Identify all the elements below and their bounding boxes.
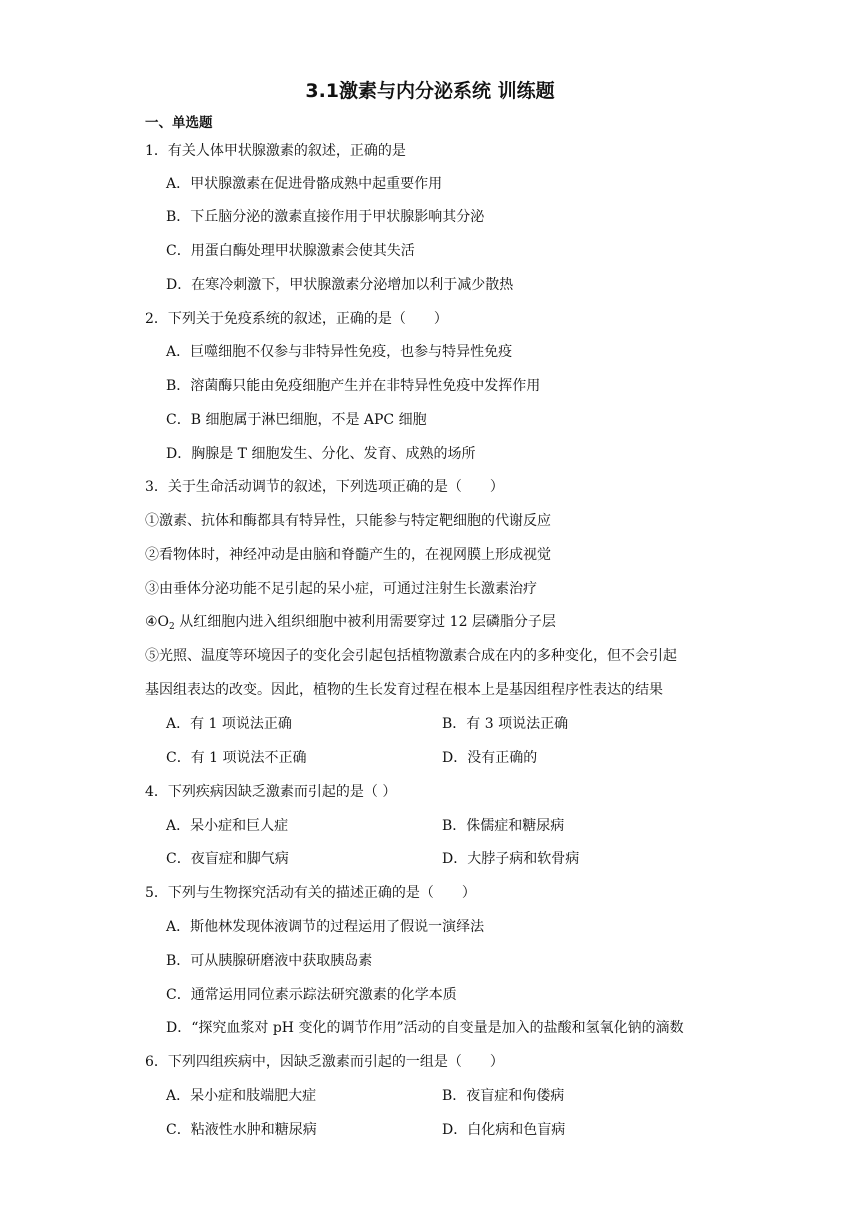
question-2-stem: 2．下列关于免疫系统的叙述，正确的是（ ） xyxy=(145,311,448,327)
question-2-option-c: C．B 细胞属于淋巴细胞，不是 APC 细胞 xyxy=(166,412,427,428)
question-6-option-c: C．粘液性水肿和糖尿病 xyxy=(166,1122,317,1138)
question-2-option-d: D．胸腺是 T 细胞发生、分化、发育、成熟的场所 xyxy=(166,446,476,462)
page-title: 3.1激素与内分泌系统 训练题 xyxy=(305,80,555,102)
question-3-statement-4 xyxy=(145,612,556,632)
question-3-option-b: B．有 3 项说法正确 xyxy=(442,716,569,732)
statement-4-prefix: ④O xyxy=(145,614,170,630)
statement-4-rest: 从红细胞内进入组织细胞中被利用需要穿过 12 层磷脂分子层 xyxy=(174,614,556,630)
question-2-option-b: B．溶菌酶只能由免疫细胞产生并在非特异性免疫中发挥作用 xyxy=(166,378,541,394)
question-4-stem: 4．下列疾病因缺乏激素而引起的是（ ） xyxy=(145,784,397,800)
question-2-option-a: A．巨噬细胞不仅参与非特异性免疫，也参与特异性免疫 xyxy=(166,344,513,360)
question-5-option-d: D．“探究血浆对 pH 变化的调节作用”活动的自变量是加入的盐酸和氢氧化钠的滴数 xyxy=(166,1020,684,1036)
question-4-option-b: B．侏儒症和糖尿病 xyxy=(442,818,565,834)
question-4-option-a: A．呆小症和巨人症 xyxy=(166,818,289,834)
question-1-option-b: B．下丘脑分泌的激素直接作用于甲状腺影响其分泌 xyxy=(166,209,485,225)
question-5-option-b: B．可从胰腺研磨液中获取胰岛素 xyxy=(166,953,373,969)
question-3-statement-5-cont: 基因组表达的改变。因此，植物的生长发育过程在根本上是基因组程序性表达的结果 xyxy=(145,682,663,698)
question-6-option-b: B．夜盲症和佝偻病 xyxy=(442,1088,565,1104)
question-6-option-d: D．白化病和色盲病 xyxy=(442,1122,566,1138)
question-3-statement-3: ③由垂体分泌功能不足引起的呆小症，可通过注射生长激素治疗 xyxy=(145,581,537,597)
question-4-option-c: C．夜盲症和脚气病 xyxy=(166,851,289,867)
question-3-option-c: C．有 1 项说法不正确 xyxy=(166,750,307,766)
question-6-option-a: A．呆小症和肢端肥大症 xyxy=(166,1088,317,1104)
question-3-option-a: A．有 1 项说法正确 xyxy=(166,716,292,732)
question-6-stem: 6．下列四组疾病中，因缺乏激素而引起的一组是（ ） xyxy=(145,1054,504,1070)
question-3-stem: 3．关于生命活动调节的叙述，下列选项正确的是（ ） xyxy=(145,479,504,495)
question-1-option-d: D．在寒冷刺激下，甲状腺激素分泌增加以利于减少散热 xyxy=(166,277,514,293)
question-3-statement-2: ②看物体时，神经冲动是由脑和脊髓产生的，在视网膜上形成视觉 xyxy=(145,547,551,563)
question-3-statement-1: ①激素、抗体和酶都具有特异性，只能参与特定靶细胞的代谢反应 xyxy=(145,513,551,529)
question-5-stem: 5．下列与生物探究活动有关的描述正确的是（ ） xyxy=(145,885,476,901)
question-1-option-c: C．用蛋白酶处理甲状腺激素会使其失活 xyxy=(166,243,415,259)
question-3-statement-5: ⑤光照、温度等环境因子的变化会引起包括植物激素合成在内的多种变化，但不会引起 xyxy=(145,648,677,664)
question-1-option-a: A．甲状腺激素在促进骨骼成熟中起重要作用 xyxy=(166,176,443,192)
question-3-option-d: D．没有正确的 xyxy=(442,750,538,766)
question-1-stem: 1．有关人体甲状腺激素的叙述，正确的是 xyxy=(145,143,406,159)
question-4-option-d: D．大脖子病和软骨病 xyxy=(442,851,580,867)
subscript-2: 2 xyxy=(169,622,175,632)
question-5-option-c: C．通常运用同位素示踪法研究激素的化学本质 xyxy=(166,987,457,1003)
section-heading: 一、单选题 xyxy=(145,115,213,131)
question-5-option-a: A．斯他林发现体液调节的过程运用了假说一演绎法 xyxy=(166,919,485,935)
